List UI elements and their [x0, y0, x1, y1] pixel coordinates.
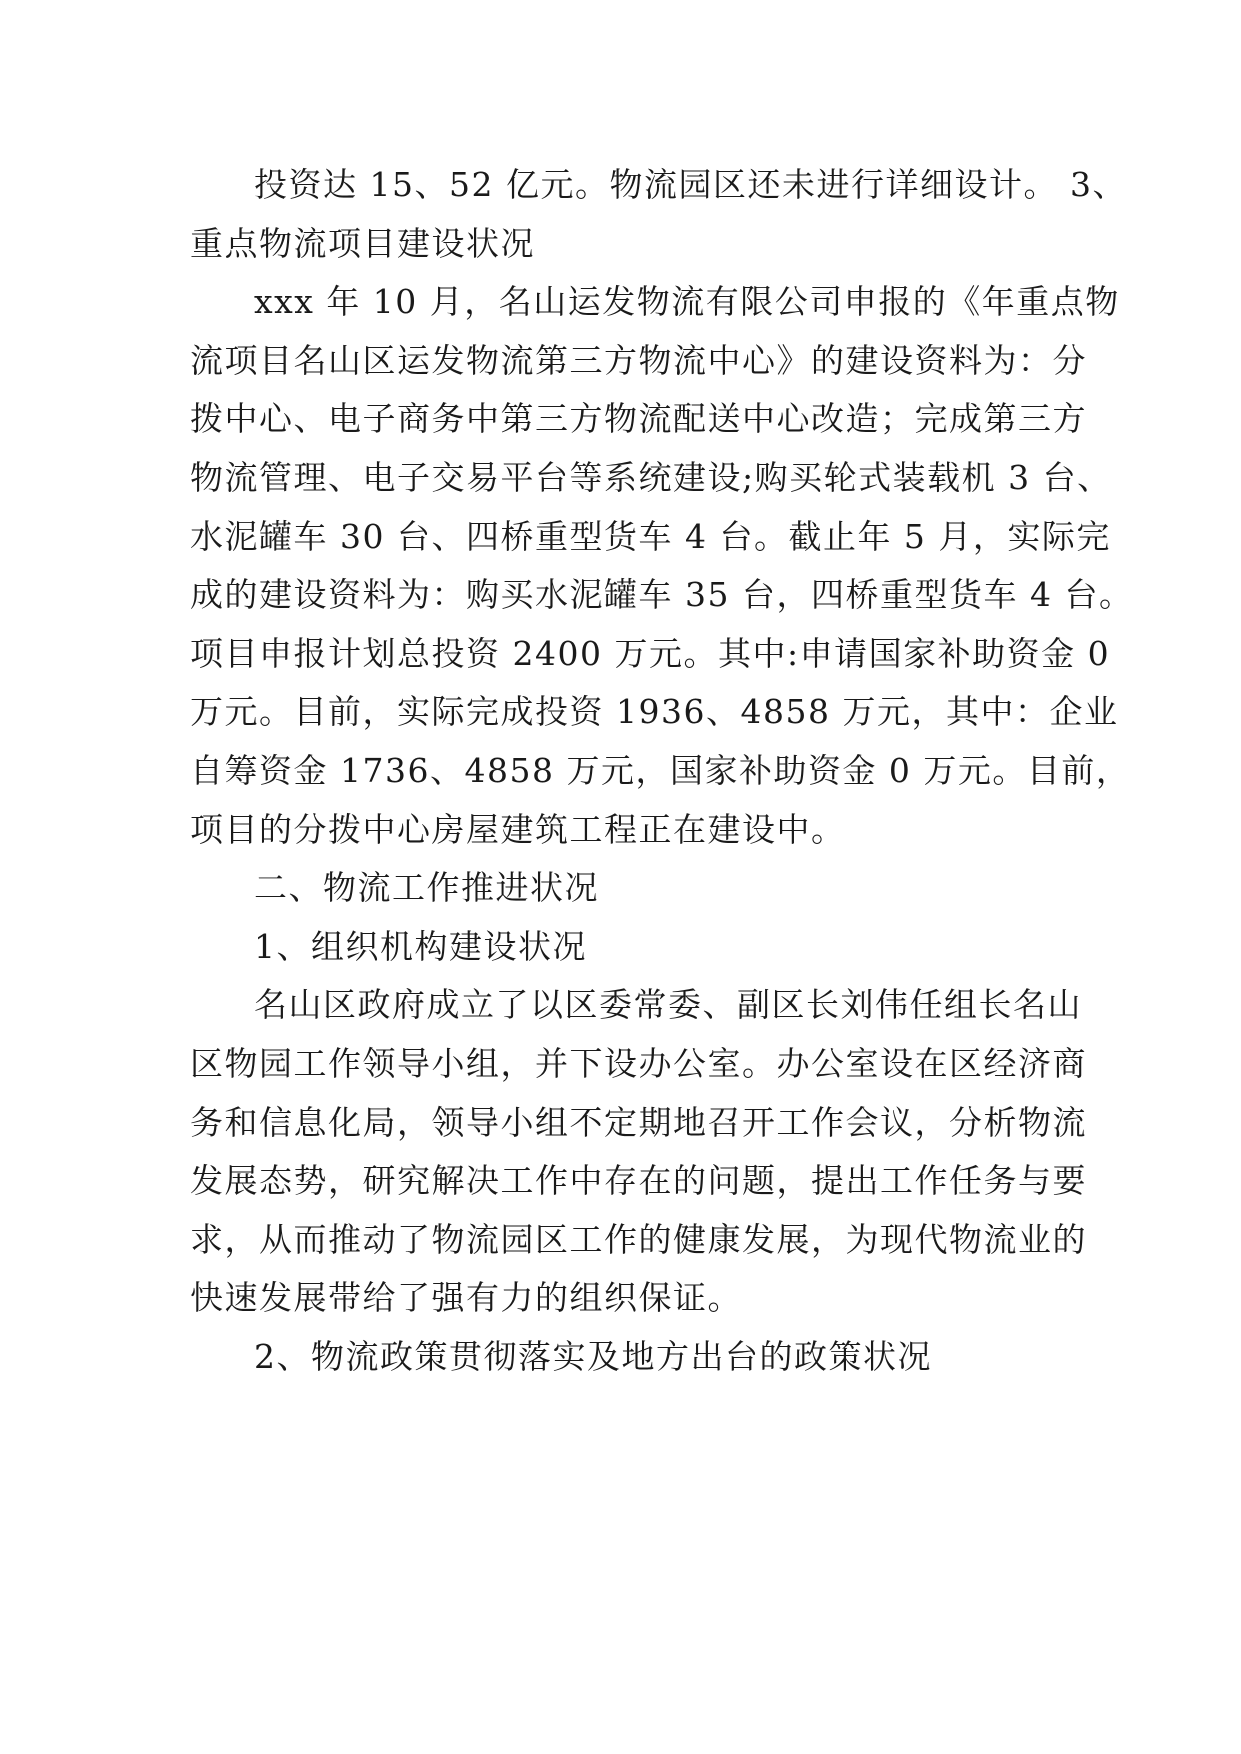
subsection-heading-organization: 1、组织机构建设状况: [254, 926, 587, 966]
text-line: 区物园工作领导小组，并下设办公室。办公室设在区经济商: [190, 1043, 1087, 1083]
paragraph-key-project: [190, 273, 1134, 859]
text-line: 项目申报计划总投资 2400 万元。其中:申请国家补助资金 0: [190, 633, 1111, 673]
paragraph-investment-summary: [190, 156, 1127, 273]
text-line: 自筹资金 1736、4858 万元，国家补助资金 0 万元。目前，: [190, 750, 1131, 790]
section-heading-logistics-progress: 二、物流工作推进状况: [254, 868, 599, 908]
text-line: 发展态势，研究解决工作中存在的问题，提出工作任务与要: [190, 1161, 1087, 1201]
text-line: 成的建设资料为：购买水泥罐车 35 台，四桥重型货车 4 台。: [190, 575, 1134, 615]
document-page: [190, 156, 1134, 1386]
text-line: xxx 年 10 月，名山运发物流有限公司申报的《年重点物: [254, 282, 1120, 322]
text-line: 万元。目前，实际完成投资 1936、4858 万元，其中：企业: [190, 692, 1119, 732]
text-line: 项目的分拨中心房屋建筑工程正在建设中。: [190, 809, 846, 849]
paragraph-organization: [190, 976, 1087, 1328]
text-line: 拨中心、电子商务中第三方物流配送中心改造；完成第三方: [190, 399, 1087, 439]
text-line: 物流管理、电子交易平台等系统建设;购买轮式装载机 3 台、: [190, 457, 1112, 497]
text-line: 水泥罐车 30 台、四桥重型货车 4 台。截止年 5 月，实际完: [190, 516, 1111, 556]
text-line: 求，从而推动了物流园区工作的健康发展，为现代物流业的: [190, 1219, 1087, 1259]
text-line: 流项目名山区运发物流第三方物流中心》的建设资料为：分: [190, 340, 1087, 380]
subsection-heading-policy: 2、物流政策贯彻落实及地方出台的政策状况: [254, 1336, 932, 1376]
text-line: 重点物流项目建设状况: [190, 223, 535, 263]
text-line: 快速发展带给了强有力的组织保证。: [190, 1278, 742, 1318]
text-line: 投资达 15、52 亿元。物流园区还未进行详细设计。 3、: [254, 165, 1127, 204]
text-line: 名山区政府成立了以区委常委、副区长刘伟任组长名山: [254, 985, 1082, 1025]
text-line: 务和信息化局，领导小组不定期地召开工作会议，分析物流: [190, 1102, 1087, 1142]
